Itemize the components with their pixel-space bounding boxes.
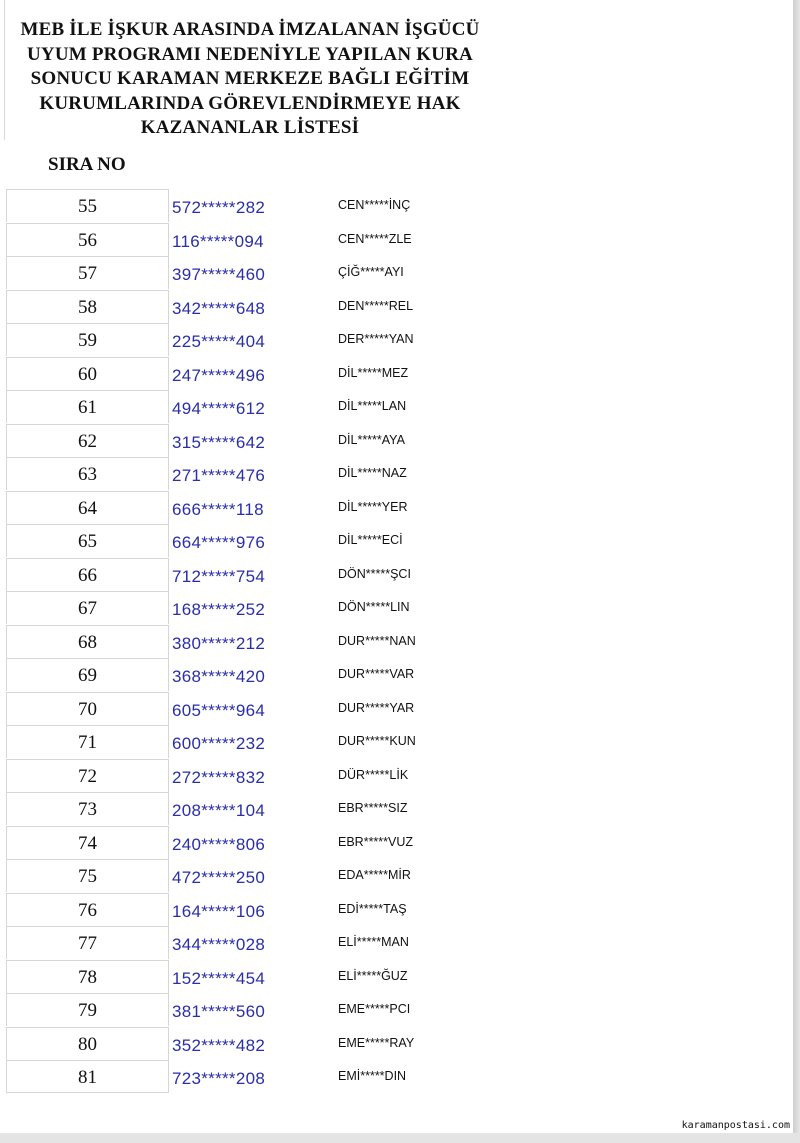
table-row <box>0 893 793 927</box>
row-number: 81 <box>6 1060 169 1093</box>
document-title <box>10 18 490 141</box>
row-id-number: 723*****208 <box>172 1069 266 1088</box>
row-number: 68 <box>6 625 169 658</box>
table-row <box>0 692 793 726</box>
row-number: 70 <box>6 692 169 725</box>
row-name: DEN*****REL <box>338 298 414 313</box>
table-row <box>0 960 793 994</box>
row-number: 59 <box>6 323 169 356</box>
row-number: 74 <box>6 826 169 859</box>
row-name: ELİ*****MAN <box>338 935 409 949</box>
row-name: DİL*****LAN <box>338 399 407 413</box>
row-name: DUR*****VAR <box>338 667 415 681</box>
title-line: UYUM PROGRAMI NEDENİYLE YAPILAN KURA <box>27 43 473 65</box>
row-number: 66 <box>6 558 169 591</box>
table-row <box>0 725 793 759</box>
row-id-number: 208*****104 <box>172 801 266 820</box>
row-name: DUR*****NAN <box>338 633 416 648</box>
table-row <box>0 926 793 960</box>
row-id-number: 116*****094 <box>172 231 264 251</box>
row-id-number: 712*****754 <box>172 566 266 586</box>
row-id-number: 272*****832 <box>172 767 266 787</box>
row-name: EBR*****SIZ <box>338 801 408 815</box>
row-name: DÖN*****LIN <box>338 600 410 614</box>
row-number: 71 <box>6 725 169 758</box>
table-row <box>0 826 793 860</box>
row-name: EME*****RAY <box>338 1035 415 1050</box>
row-name: ELİ*****ĞUZ <box>338 968 408 983</box>
row-id-number: 605*****964 <box>172 700 266 720</box>
row-id-number: 494*****612 <box>172 399 266 418</box>
row-id-number: 152*****454 <box>172 968 266 988</box>
row-name: DİL*****MEZ <box>338 365 409 380</box>
row-number: 69 <box>6 658 169 691</box>
results-table <box>0 189 793 1094</box>
row-number: 60 <box>6 357 169 390</box>
row-id-number: 315*****642 <box>172 432 266 452</box>
row-number: 56 <box>6 223 169 256</box>
row-id-number: 380*****212 <box>172 633 266 653</box>
row-id-number: 225*****404 <box>172 332 266 351</box>
row-id-number: 271*****476 <box>172 466 266 485</box>
row-name: DÜR*****LİK <box>338 767 409 782</box>
row-number: 76 <box>6 893 169 926</box>
row-name: EDA*****MİR <box>338 868 411 882</box>
table-row <box>0 1060 793 1094</box>
row-number: 72 <box>6 759 169 792</box>
left-rule <box>4 0 5 140</box>
row-number: 64 <box>6 491 169 524</box>
table-row <box>0 558 793 592</box>
row-name: CEN*****İNÇ <box>338 198 411 212</box>
row-name: DİL*****NAZ <box>338 466 407 480</box>
row-name: DİL*****AYA <box>338 432 405 447</box>
row-number: 57 <box>6 256 169 289</box>
table-row <box>0 390 793 424</box>
row-number: 63 <box>6 457 169 490</box>
table-row <box>0 424 793 458</box>
row-name: DİL*****YER <box>338 499 408 514</box>
table-row <box>0 524 793 558</box>
row-name: DÖN*****ŞCI <box>338 566 411 581</box>
row-name: EME*****PCI <box>338 1002 411 1016</box>
row-number: 65 <box>6 524 169 557</box>
row-name: EDİ*****TAŞ <box>338 901 407 916</box>
table-row <box>0 290 793 324</box>
title-line: KAZANANLAR LİSTESİ <box>140 117 360 138</box>
row-id-number: 164*****106 <box>172 901 266 921</box>
row-number: 80 <box>6 1027 169 1060</box>
row-id-number: 472*****250 <box>172 868 266 887</box>
row-number: 75 <box>6 859 169 892</box>
row-name: DUR*****KUN <box>338 734 416 748</box>
column-header-sira-no: SIRA NO <box>48 154 126 175</box>
row-name: DİL*****ECİ <box>338 533 403 547</box>
table-row <box>0 993 793 1027</box>
row-number: 67 <box>6 591 169 624</box>
row-number: 78 <box>6 960 169 993</box>
table-row <box>0 357 793 391</box>
title-line: MEB İLE İŞKUR ARASINDA İMZALANAN İŞGÜCÜ <box>20 19 480 40</box>
table-row <box>0 658 793 692</box>
table-row <box>0 625 793 659</box>
row-id-number: 240*****806 <box>172 834 266 854</box>
row-id-number: 572*****282 <box>172 198 266 217</box>
row-number: 61 <box>6 390 169 423</box>
row-id-number: 397*****460 <box>172 265 266 284</box>
title-line: KURUMLARINDA GÖREVLENDİRMEYE HAK <box>39 92 461 114</box>
row-number: 79 <box>6 993 169 1026</box>
row-id-number: 342*****648 <box>172 298 266 318</box>
table-row <box>0 457 793 491</box>
row-id-number: 247*****496 <box>172 365 266 385</box>
table-row <box>0 223 793 257</box>
row-number: 73 <box>6 792 169 825</box>
row-name: DUR*****YAR <box>338 700 415 715</box>
table-row <box>0 591 793 625</box>
title-line: SONUCU KARAMAN MERKEZE BAĞLI EĞİTİM <box>30 68 470 89</box>
table-row <box>0 189 793 223</box>
row-number: 55 <box>6 189 169 222</box>
row-number: 62 <box>6 424 169 457</box>
row-id-number: 168*****252 <box>172 600 266 619</box>
row-name: EBR*****VUZ <box>338 834 414 849</box>
row-id-number: 664*****976 <box>172 533 266 552</box>
table-row <box>0 491 793 525</box>
row-number: 58 <box>6 290 169 323</box>
table-row <box>0 859 793 893</box>
page-edge-shadow <box>793 0 800 1133</box>
watermark: karamanpostasi.com <box>681 1120 790 1131</box>
row-id-number: 381*****560 <box>172 1002 266 1021</box>
table-row <box>0 323 793 357</box>
row-name: CEN*****ZLE <box>338 231 412 246</box>
row-id-number: 666*****118 <box>172 499 264 519</box>
table-row <box>0 1027 793 1061</box>
table-row <box>0 792 793 826</box>
row-id-number: 368*****420 <box>172 667 266 686</box>
row-name: EMİ*****DIN <box>338 1069 407 1083</box>
row-id-number: 352*****482 <box>172 1035 266 1055</box>
page-bottom-shadow <box>0 1133 800 1143</box>
row-id-number: 600*****232 <box>172 734 266 753</box>
row-name: ÇİĞ*****AYI <box>338 265 404 279</box>
table-row <box>0 759 793 793</box>
row-number: 77 <box>6 926 169 959</box>
row-name: DER*****YAN <box>338 332 414 346</box>
table-row <box>0 256 793 290</box>
row-id-number: 344*****028 <box>172 935 266 954</box>
